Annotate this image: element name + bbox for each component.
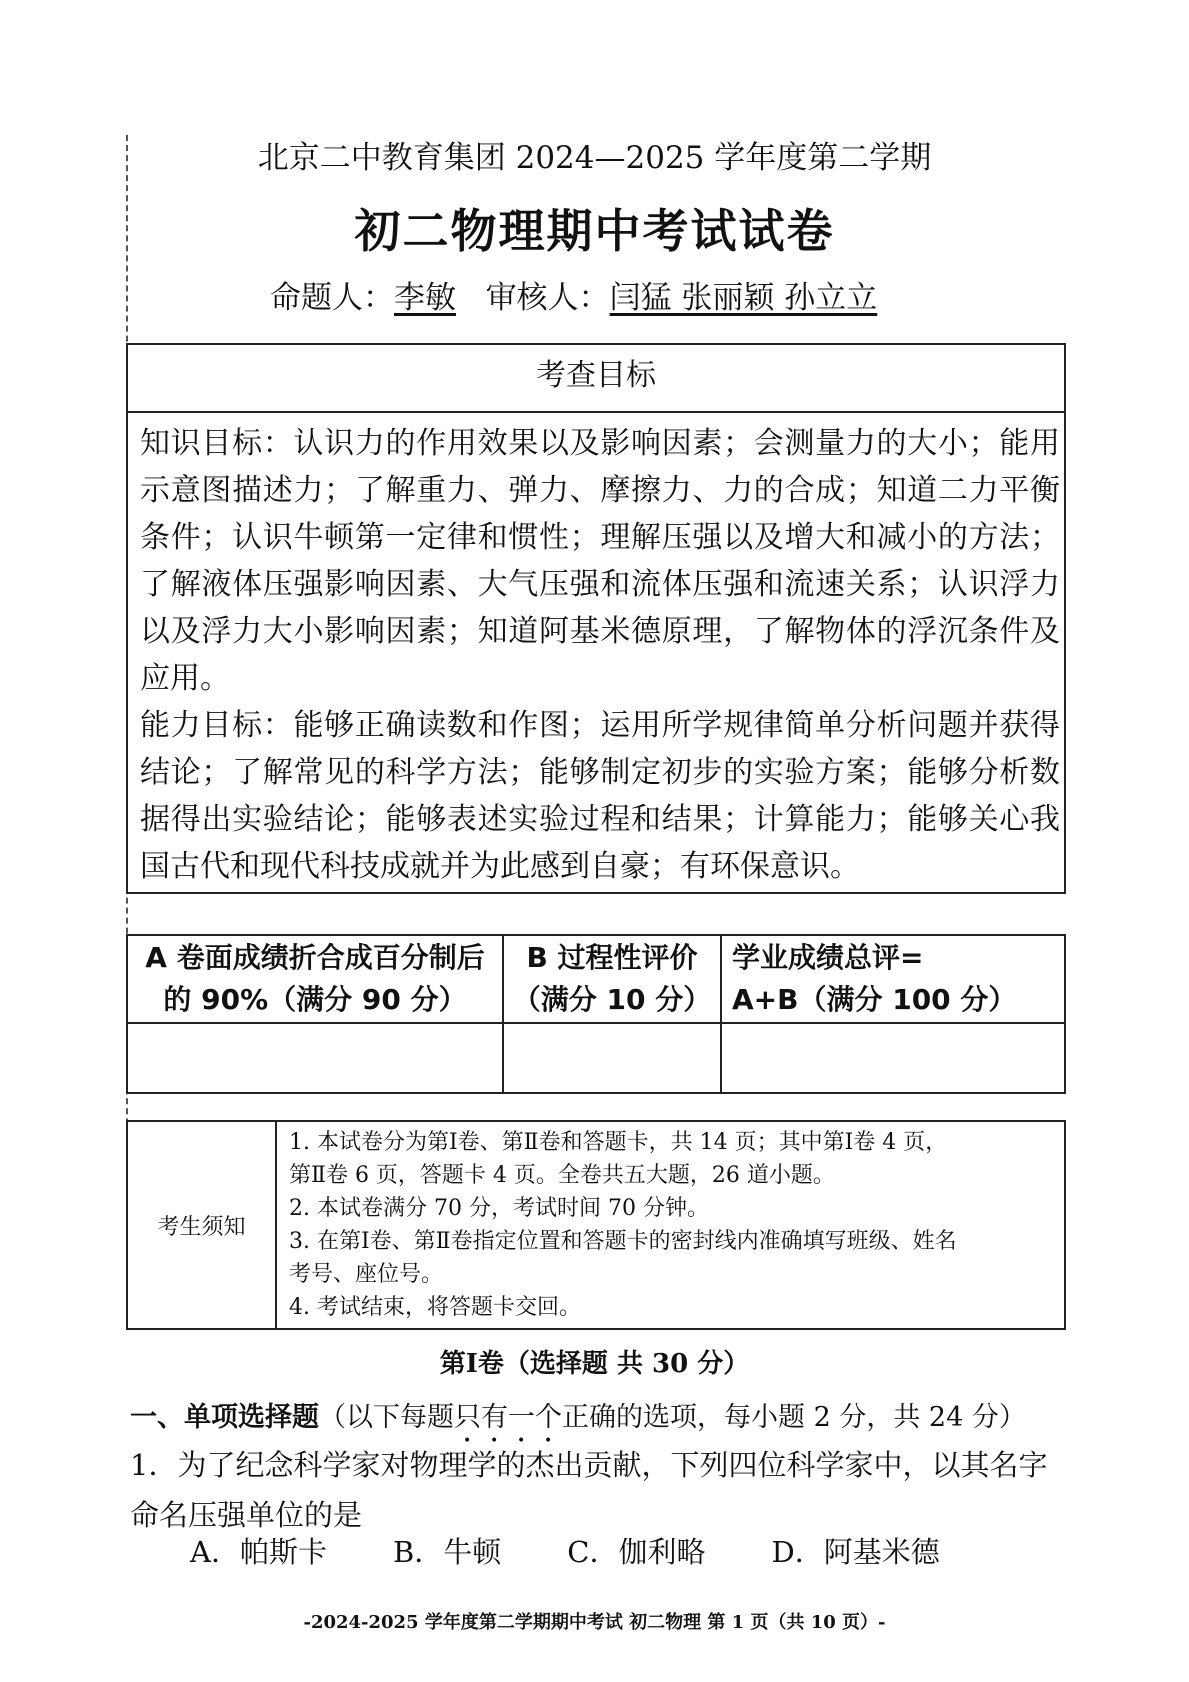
- score-col-b: B 过程性评价 （满分 10 分）: [503, 935, 721, 1023]
- page-footer: -2024-2025 学年度第二学期期中考试 初二物理 第 1 页（共 10 页）-: [303, 1612, 886, 1633]
- knowledge-objectives: 知识目标：认识力的作用效果以及影响因素；会测量力的大小；能用示意图描述力；了解重力、弹力、摩擦力、力的合成；知道二力平衡条件；认识牛顿第一定律和惯性；理解压强以及增大和减小的方法；了解液体压强影响因素、大气压强和流体压强和流速关系；认识浮力以及浮力大小影响因素；知道阿基米德原理，了解物体的浮沉条件及应用。: [140, 426, 1060, 696]
- question-1-text: 1．为了纪念科学家对物理学的杰出贡献，下列四位科学家中，以其名字命名压强单位的是: [130, 1448, 1048, 1532]
- option-a[interactable]: A．帕斯卡: [190, 1535, 327, 1569]
- objectives-heading: 考查目标: [126, 343, 1066, 413]
- exam-title: 初二物理期中考试试卷: [354, 204, 835, 258]
- score-cell-a[interactable]: [127, 1023, 503, 1093]
- exam-notice: [126, 1120, 1066, 1325]
- score-cell-b[interactable]: [503, 1023, 721, 1093]
- reviewer-label: 审核人：: [485, 280, 610, 316]
- part-desc-before: （以下每题: [319, 1402, 454, 1433]
- question-1-options: [190, 1530, 1006, 1571]
- section-title: 第Ⅰ卷（选择题 共 30 分）: [439, 1349, 750, 1379]
- notice-line: 1. 本试卷分为第Ⅰ卷、第Ⅱ卷和答题卡，共 14 页；其中第Ⅰ卷 4 页，: [289, 1130, 948, 1155]
- notice-line: 考号、座位号。: [289, 1262, 444, 1287]
- reviewer-names: 闫猛 张丽颖 孙立立: [609, 280, 878, 316]
- option-c[interactable]: C．伽利略: [567, 1535, 706, 1569]
- score-col-c: 学业成绩总评= A+B（满分 100 分）: [721, 935, 1065, 1023]
- ability-objectives: 能力目标：能够正确读数和作图；运用所学规律简单分析问题并获得结论；了解常见的科学方法；能够制定初步的实验方案；能够分析数据得出实验结论；能够表述实验过程和结果；计算能力；能够关心我国古代和现代科技成就并为此感到自豪；有环保意识。: [140, 708, 1060, 884]
- option-d[interactable]: D．阿基米德: [771, 1535, 940, 1569]
- notice-label: 考生须知: [127, 1121, 276, 1329]
- notice-line: 4. 考试结束，将答题卡交回。: [289, 1295, 581, 1320]
- score-cell-c[interactable]: [721, 1023, 1065, 1093]
- school-header: 北京二中教育集团 2024—2025 学年度第二学期: [257, 140, 932, 176]
- author-name: 李敏: [394, 280, 456, 316]
- notice-items: [276, 1121, 1065, 1329]
- part-label: 一、单项选择题: [130, 1402, 319, 1433]
- notice-line: 2. 本试卷满分 70 分，考试时间 70 分钟。: [289, 1196, 709, 1221]
- notice-line: 第Ⅱ卷 6 页，答题卡 4 页。全卷共五大题，26 道小题。: [289, 1163, 835, 1188]
- authors-line: [270, 272, 877, 317]
- part-desc-after: 正确的选项，每小题 2 分，共 24 分）: [562, 1402, 1026, 1433]
- author-label: 命题人：: [270, 280, 394, 316]
- score-col-a: A 卷面成绩折合成百分制后 的 90%（满分 90 分）: [127, 935, 503, 1023]
- objectives-text: [140, 420, 1060, 890]
- option-b[interactable]: B．牛顿: [392, 1535, 502, 1569]
- part-desc-emphasis: 只有一个: [454, 1402, 562, 1433]
- notice-line: 3. 在第Ⅰ卷、第Ⅱ卷指定位置和答题卡的密封线内准确填写班级、姓名: [289, 1229, 957, 1254]
- score-table: [126, 934, 1066, 1094]
